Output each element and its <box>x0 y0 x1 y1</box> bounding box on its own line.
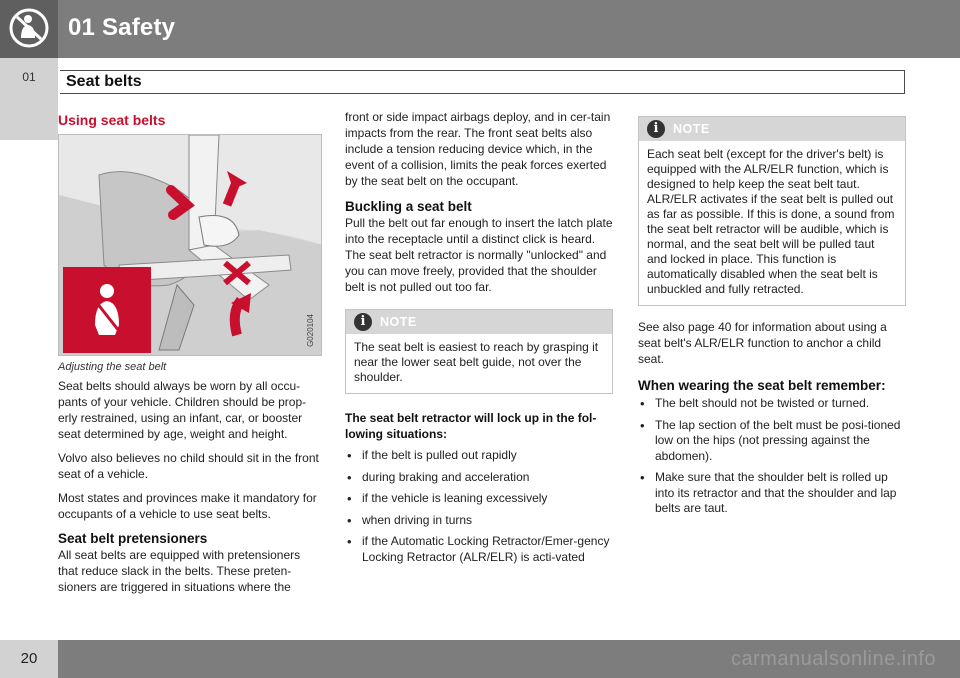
info-icon: i <box>647 120 665 138</box>
list-item: • The lap section of the belt must be posi-tioned low on the hips (not pressing against the abdomen). <box>638 418 906 465</box>
note-text: The seat belt is easiest to reach by grasping it near the lower seat belt guide, not over the shoulder. <box>354 340 599 384</box>
column-1 <box>58 112 322 595</box>
list-item: • if the vehicle is leaning excessively <box>345 491 613 507</box>
note-text: Each seat belt (except for the driver's belt) is equipped with the ALR/ELR function, which is designed to help keep the seat belt taut. ALR/ELR activates if the seat belt is pulled out as far as possible. If this is done, a sound from the seat belt retractor will be audible, which is normal, and the seat belt will be pulled taut and locked in place. This function is automatically disabled when the seat belt is unbuckled and fully retracted. <box>647 147 895 296</box>
remember-list <box>638 396 906 517</box>
list-item: • if the Automatic Locking Retractor/Emer-gency Locking Retractor (ALR/ELR) is acti-vated <box>345 534 613 565</box>
list-item: • Make sure that the shoulder belt is rolled up into its retractor and that the shoulder and lap belts are taut. <box>638 470 906 517</box>
paragraph-belts-worn: Seat belts should always be worn by all occu-pants of your vehicle. Children should be prop-erly restrained, using an infant, car, or booster seat determined by age, weight and height. <box>58 379 307 441</box>
seat-belt-illustration <box>58 134 322 356</box>
paragraph-airbags-deploy: front or side impact airbags deploy, and in cer-tain impacts from the rear. The front seat belts also include a tension reducing device which, in the event of a collision, limits the peak forces exerted by the seat belt on the occupant. <box>345 110 611 188</box>
heading-remember: When wearing the seat belt remember: <box>638 378 886 393</box>
paragraph-see-page-40: See also page 40 for information about using a seat belt's ALR/ELR function to anchor a child seat. <box>638 320 887 366</box>
heading-using-seat-belts: Using seat belts <box>58 112 166 128</box>
chapter-side-tab-label: 01 <box>22 70 36 84</box>
column-3 <box>638 116 906 517</box>
seatbelt-crossed-icon <box>9 8 49 48</box>
list-item: • when driving in turns <box>345 513 613 529</box>
note-header <box>346 310 612 334</box>
note-box-grasping <box>345 309 613 394</box>
chapter-icon-box <box>0 0 58 58</box>
column-2 <box>345 109 613 565</box>
heading-buckling: Buckling a seat belt <box>345 199 472 214</box>
section-title: Seat belts <box>66 73 142 90</box>
note-box-alr-elr <box>638 116 906 306</box>
figure-caption: Adjusting the seat belt <box>58 361 167 373</box>
note-header <box>639 117 905 141</box>
section-title-box <box>60 70 905 94</box>
list-item: • if the belt is pulled out rapidly <box>345 448 613 464</box>
paragraph-buckling: Pull the belt out far enough to insert the latch plate into the receptacle until a distinct click is heard. The seat belt retractor is normally "unlocked" and you can move freely, provided that the shoulder belt is not pulled out too far. <box>345 216 613 294</box>
list-item: • during braking and acceleration <box>345 470 613 486</box>
paragraph-pretensioners: All seat belts are equipped with pretensioners that reduce slack in the belts. These preten-sioners are triggered in situations where the <box>58 548 301 594</box>
info-icon: i <box>354 313 372 331</box>
retractor-lock-list <box>345 448 613 565</box>
seat-belt-drawing <box>59 135 322 356</box>
paragraph-child-front-seat: Volvo also believes no child should sit in the front seat of a vehicle. <box>58 451 319 481</box>
figure-code: G020104 <box>306 314 315 347</box>
note-label: NOTE <box>673 122 710 136</box>
heading-pretensioners: Seat belt pretensioners <box>58 531 208 546</box>
note-label: NOTE <box>380 315 417 329</box>
list-item: • The belt should not be twisted or turned. <box>638 396 906 412</box>
chapter-title: 01 Safety <box>68 14 176 41</box>
heading-retractor-lock: The seat belt retractor will lock up in the fol-lowing situations: <box>345 411 597 441</box>
page-number: 20 <box>20 650 38 667</box>
paragraph-mandatory: Most states and provinces make it mandatory for occupants of a vehicle to use seat belts. <box>58 491 317 521</box>
watermark: carmanualsonline.info <box>730 648 936 670</box>
